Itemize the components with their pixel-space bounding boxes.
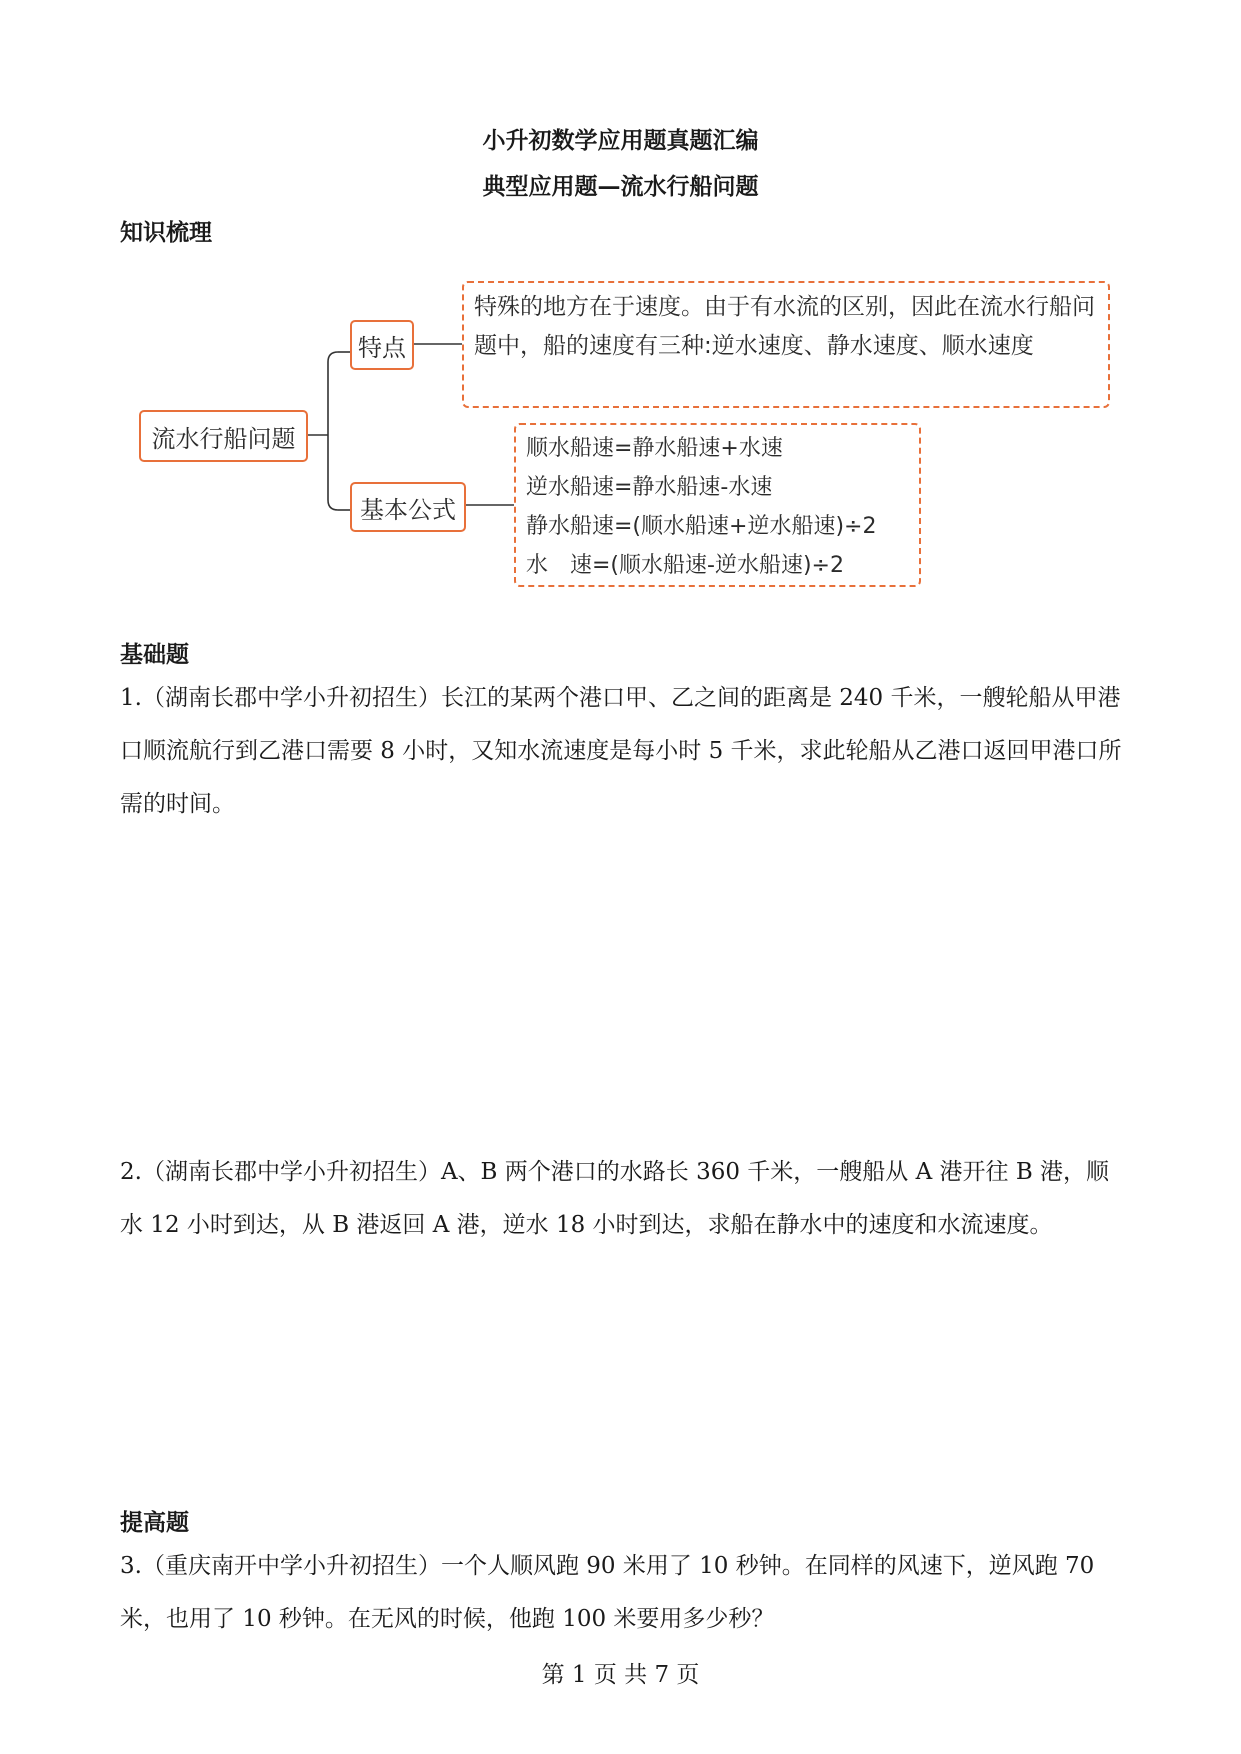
question-1: 1.（湖南长郡中学小升初招生）长江的某两个港口甲、乙之间的距离是 240 千米，一艘轮船从甲港口顺流航行到乙港口需要 8 小时，又知水流速度是每小时 5 千米，求此轮船从乙港口返回甲港口所需的时间。	[120, 685, 1122, 817]
section-heading-advanced: 提高题	[120, 1509, 189, 1536]
mindmap-node-formula-label: 基本公式	[360, 495, 456, 524]
mindmap-root-node	[139, 410, 308, 462]
formula-line: 水 速=(顺水船速-逆水船速)÷2	[526, 553, 844, 578]
formula-line: 静水船速=(顺水船速+逆水船速)÷2	[526, 514, 877, 539]
feature-note-text: 特殊的地方在于速度。由于有水流的区别，因此在流水行船问题中，船的速度有三种:逆水速度、静水速度、顺水速度	[474, 294, 1095, 359]
document-subtitle: 典型应用题—流水行船问题	[482, 173, 759, 200]
formula-note-box	[514, 423, 921, 587]
connector-branches	[328, 352, 338, 510]
document-title: 小升初数学应用题真题汇编	[482, 127, 759, 154]
section-heading-basic: 基础题	[120, 641, 189, 668]
formula-line: 逆水船速=静水船速-水速	[526, 475, 773, 500]
feature-note-box	[462, 281, 1110, 408]
mindmap-node-feature	[350, 320, 414, 370]
mindmap-root-label: 流水行船问题	[151, 424, 296, 453]
section-heading-knowledge: 知识梳理	[120, 219, 212, 246]
mindmap-node-feature-label: 特点	[358, 333, 406, 362]
question-2: 2.（湖南长郡中学小升初招生）A、B 两个港口的水路长 360 千米，一艘船从 A 港开往 B 港，顺水 12 小时到达，从 B 港返回 A 港，逆水 18 小时到达，求船在静水中的速度和水流速度。	[120, 1159, 1110, 1238]
mindmap-node-formula	[350, 482, 466, 532]
question-3: 3.（重庆南开中学小升初招生）一个人顺风跑 90 米用了 10 秒钟。在同样的风速下，逆风跑 70 米，也用了 10 秒钟。在无风的时候，他跑 100 米要用多少秒？	[120, 1553, 1095, 1632]
formula-line: 顺水船速=静水船速+水速	[526, 436, 783, 461]
page-number: 第 1 页 共 7 页	[541, 1662, 700, 1688]
